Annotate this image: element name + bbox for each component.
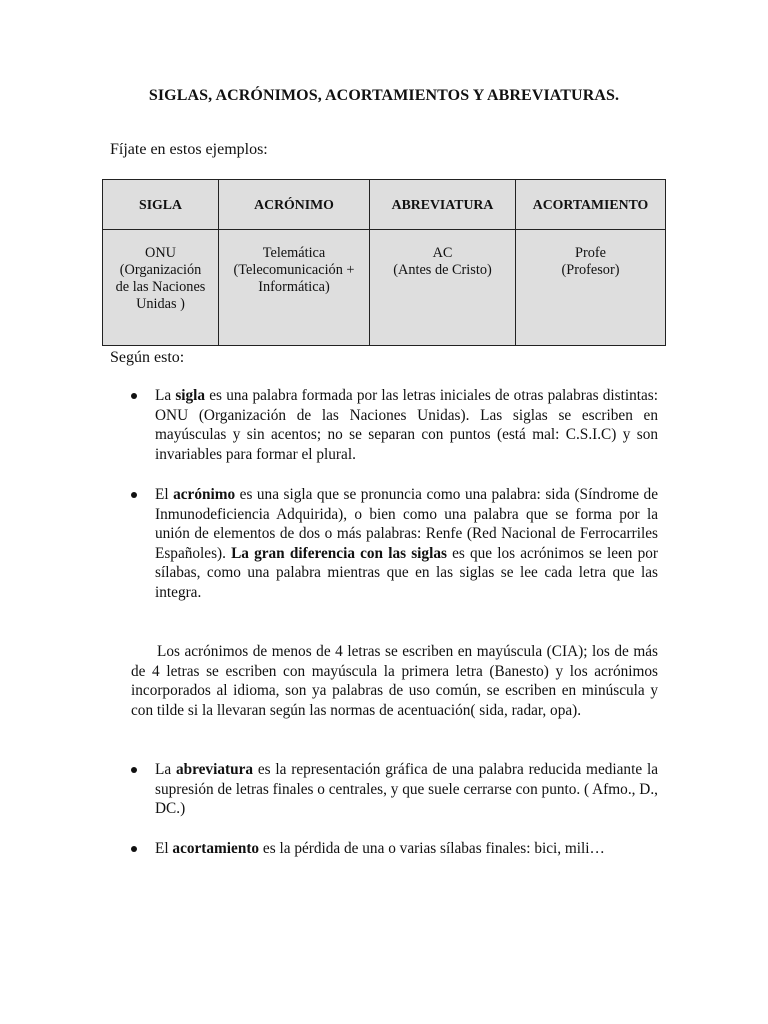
bullet-icon — [131, 846, 137, 852]
bullet-icon — [131, 767, 137, 773]
cell-line: Informática) — [258, 279, 330, 295]
cell-line: Profe — [575, 245, 606, 261]
list-item-sigla: La sigla es una palabra formada por las letras iniciales de otras palabras distintas: ONU (Organización de las Naciones Unidas). Las siglas se escriben en mayúsculas y sin acentos; no se separan con puntos (está mal: C.S.I.C) y son invariables para formar el plural. — [155, 387, 658, 463]
segun-heading: Según esto: — [110, 349, 185, 366]
cell-line: (Telecomunicación + — [233, 262, 355, 278]
emphasis-gran-diferencia: La gran diferencia con las siglas — [231, 544, 447, 562]
cell-sigla-example — [103, 230, 219, 346]
bullet-icon — [131, 492, 137, 498]
examples-table — [102, 179, 666, 346]
cell-abreviatura-example — [370, 230, 516, 346]
term-sigla: sigla — [175, 387, 206, 404]
term-acortamiento: acortamiento — [172, 840, 260, 857]
cell-acronimo-example — [219, 230, 370, 346]
document-title: SIGLAS, ACRÓNIMOS, ACORTAMIENTOS Y ABREVIATURAS. — [148, 87, 620, 104]
term-abreviatura: abreviatura — [175, 761, 254, 778]
cell-line: AC — [432, 245, 453, 261]
cell-line: (Profesor) — [561, 262, 620, 278]
acronimo-paragraph: Los acrónimos de menos de 4 letras se escriben en mayúscula (CIA); los de más de 4 letras se escriben con mayúscula la primera letra (Banesto) y los acrónimos incorporados al idioma, son ya palabras de uso común, se escriben en minúscula y con tilde si la llevaran según las normas de acentuación( sida, radar, opa). — [131, 643, 658, 719]
term-acronimo: acrónimo — [173, 486, 236, 503]
header-acortamiento: ACORTAMIENTO — [516, 180, 666, 230]
cell-line: de las Naciones — [115, 279, 206, 295]
header-abreviatura: ABREVIATURA — [370, 180, 516, 230]
cell-line: (Antes de Cristo) — [393, 262, 492, 278]
cell-line: ONU — [145, 245, 176, 261]
intro-text: Fíjate en estos ejemplos: — [110, 141, 268, 158]
cell-line: (Organización — [119, 262, 202, 278]
cell-line: Unidas ) — [136, 296, 185, 312]
list-item-acronimo: El acrónimo es una sigla que se pronuncia como una palabra: sida (Síndrome de Inmunodeficiencia Adquirida), o bien como una palabra que se forma por la unión de elementos de dos o más palabras: Renfe (Red Nacional de Ferrocarriles Españoles). La gran diferencia con las siglas es que los acrónimos se leen por sílabas, como una palabra mientras que en las siglas se lee cada letra que las integra. — [155, 486, 658, 601]
cell-acortamiento-example — [516, 230, 666, 346]
list-item-abreviatura: La abreviatura es la representación gráfica de una palabra reducida mediante la supresión de letras finales o centrales, y que suele cerrarse con punto. ( Afmo., D., DC.) — [155, 761, 658, 818]
header-acronimo: ACRÓNIMO — [219, 180, 370, 230]
bullet-icon — [131, 393, 137, 399]
table-header-row — [103, 180, 666, 230]
header-sigla: SIGLA — [103, 180, 219, 230]
list-item-acortamiento: El acortamiento es la pérdida de una o varias sílabas finales: bici, mili… — [155, 840, 605, 857]
table-row — [103, 230, 666, 346]
cell-line: Telemática — [262, 245, 326, 261]
